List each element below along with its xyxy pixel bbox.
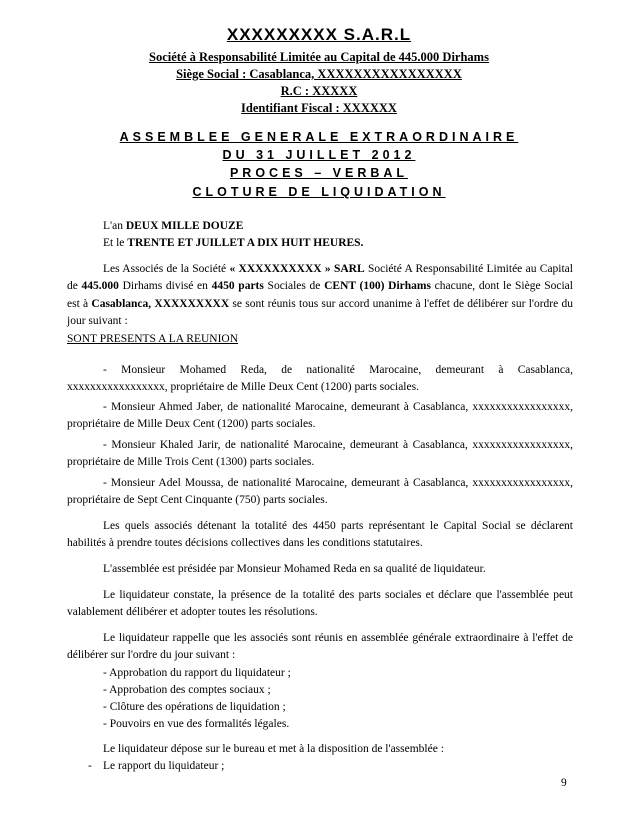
title-line-4: CLOTURE DE LIQUIDATION	[192, 185, 446, 199]
tax-identifier: Identifiant Fiscal : XXXXXX	[241, 101, 397, 115]
intro-company: « XXXXXXXXXX » SARL	[229, 263, 365, 275]
legal-form: Société à Responsabilité Limitée au Capital de 445.000 Dirhams	[149, 50, 489, 64]
date-year: DEUX MILLE DOUZE	[125, 220, 244, 232]
chair-paragraph: L'assemblée est présidée par Monsieur Mohamed Reda en sa qualité de liquidateur.	[103, 563, 486, 575]
intro-text-1: Les Associés de la Société	[103, 263, 230, 275]
member-1: - Monsieur Mohamed Reda, de nationalité Marocaine, demeurant à Casablanca, xxxxxxxxxxxxxxxxx, propriétaire de Mille Deux Cent (1200) parts sociales.	[67, 364, 573, 394]
agenda-item: - Approbation des comptes sociaux ;	[103, 684, 271, 696]
member-3: - Monsieur Khaled Jarir, de nationalité Marocaine, demeurant à Casablanca, xxxxxxxxxxxxxxxxx, propriétaire de Mille Trois Cent (1300) parts sociales.	[67, 439, 573, 469]
intro-text-5: chacune, dont le Siège Social est à	[67, 280, 573, 310]
date-year-line	[103, 218, 243, 235]
title-line-1: ASSEMBLEE GENERALE EXTRAORDINAIRE	[119, 130, 519, 144]
date-day-prefix: Et le	[103, 237, 128, 249]
agenda-item: - Clôture des opérations de liquidation ;	[103, 701, 286, 713]
intro-parts: 4450 parts	[211, 280, 264, 293]
intro-seat: Casablanca, XXXXXXXXX	[91, 297, 230, 310]
deposit-item-dash: -	[88, 760, 92, 772]
trade-register: R.C : XXXXX	[280, 84, 358, 98]
validity-paragraph: Le liquidateur constate, la présence de la totalité des parts sociales et déclare que l'assemblée peut valablement délibérer et adopter toutes les résolutions.	[67, 589, 573, 619]
agenda-recall-paragraph: Le liquidateur rappelle que les associés sont réunis en assemblée générale extraordinaire à l'effet de délibérer sur l'ordre du jour suivant :	[67, 632, 573, 662]
date-year-prefix: L'an	[103, 220, 126, 232]
member-4: - Monsieur Adel Moussa, de nationalité Marocaine, demeurant à Casablanca, xxxxxxxxxxxxxxxxx, propriétaire de Sept Cent Cinquante (750) parts sociales.	[67, 477, 573, 507]
title-line-2: DU 31 JUILLET 2012	[222, 148, 416, 162]
intro-paragraph	[67, 261, 573, 330]
quorum-paragraph: Les quels associés détenant la totalité des 4450 parts représentant le Capital Social se déclarent habilités à prendre toutes décisions collectives dans les conditions statutaires.	[67, 520, 573, 550]
date-day-line	[103, 235, 363, 252]
title-line-3: PROCES – VERBAL	[229, 166, 409, 180]
date-day: TRENTE ET JUILLET A DIX HUIT HEURES.	[127, 237, 364, 249]
member-2: - Monsieur Ahmed Jaber, de nationalité Marocaine, demeurant à Casablanca, xxxxxxxxxxxxxxxxx, propriétaire de Mille Deux Cent (1200) parts sociales.	[67, 401, 573, 431]
company-name: XXXXXXXXX S.A.R.L	[226, 25, 412, 44]
presents-heading: SONT PRESENTS A LA REUNION	[67, 333, 239, 345]
intro-text-4: Sociales de	[263, 280, 325, 293]
intro-text-6: se sont réunis tous sur accord unanime à l'effet de délibérer sur l'ordre du jour suivant :	[67, 297, 573, 327]
intro-text-2: Société A Responsabilité Limitée au Capital de	[67, 263, 573, 293]
agenda-item: - Pouvoirs en vue des formalités légales.	[103, 718, 290, 730]
deposit-paragraph: Le liquidateur dépose sur le bureau et met à la disposition de l'assemblée :	[103, 743, 444, 755]
deposit-item: Le rapport du liquidateur ;	[103, 760, 225, 772]
page-number: 9	[561, 777, 567, 789]
agenda-item: - Approbation du rapport du liquidateur ;	[103, 667, 291, 679]
registered-seat: Siège Social : Casablanca, XXXXXXXXXXXXXXXX	[176, 67, 462, 81]
intro-text-3: Dirhams divisé en	[118, 280, 212, 293]
intro-par-value: CENT (100) Dirhams	[324, 280, 431, 293]
intro-capital: 445.000	[81, 280, 119, 293]
